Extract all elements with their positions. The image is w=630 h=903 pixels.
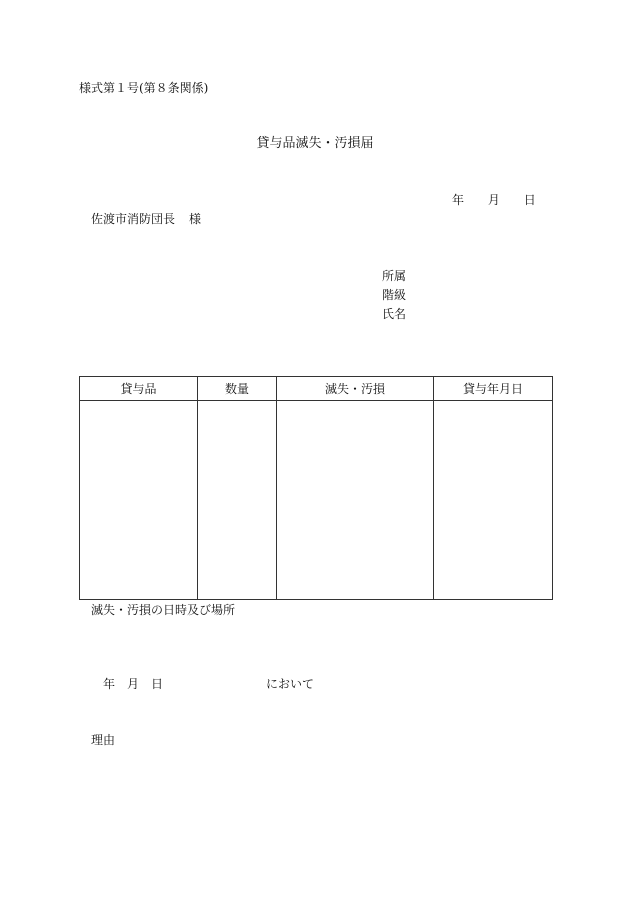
incident-when-where-label: 滅失・汚損の日時及び場所 [91, 603, 236, 617]
name-label: 氏名 [382, 307, 407, 321]
document-title: 貸与品滅失・汚損届 [256, 136, 374, 151]
cell-quantity[interactable] [198, 401, 277, 600]
addressee-name: 佐渡市消防団長 [91, 212, 176, 226]
date-month-label: 月 [487, 193, 500, 207]
cell-lent-item[interactable] [80, 401, 198, 600]
header-quantity: 数量 [198, 377, 277, 401]
incident-day-label: 日 [151, 677, 164, 691]
reason-label: 理由 [91, 733, 116, 747]
table-row [80, 401, 553, 600]
cell-lend-date[interactable] [434, 401, 553, 600]
date-day-label: 日 [523, 193, 536, 207]
date-year-label: 年 [452, 193, 465, 207]
incident-location-suffix: において [266, 677, 315, 691]
form-number: 様式第１号(第８条関係) [79, 81, 209, 95]
cell-loss-damage[interactable] [277, 401, 434, 600]
header-lent-item: 貸与品 [80, 377, 198, 401]
affiliation-label: 所属 [382, 269, 407, 283]
incident-year-label: 年 [103, 677, 116, 691]
header-loss-damage: 滅失・汚損 [277, 377, 434, 401]
addressee [91, 212, 201, 226]
incident-month-label: 月 [127, 677, 140, 691]
submission-date [452, 193, 536, 207]
incident-date [103, 677, 163, 691]
addressee-honorific: 様 [189, 212, 202, 226]
rank-label: 階級 [382, 288, 407, 302]
header-lend-date: 貸与年月日 [434, 377, 553, 401]
lent-items-table [79, 376, 553, 600]
table-header-row [80, 377, 553, 401]
applicant-block [382, 267, 406, 324]
